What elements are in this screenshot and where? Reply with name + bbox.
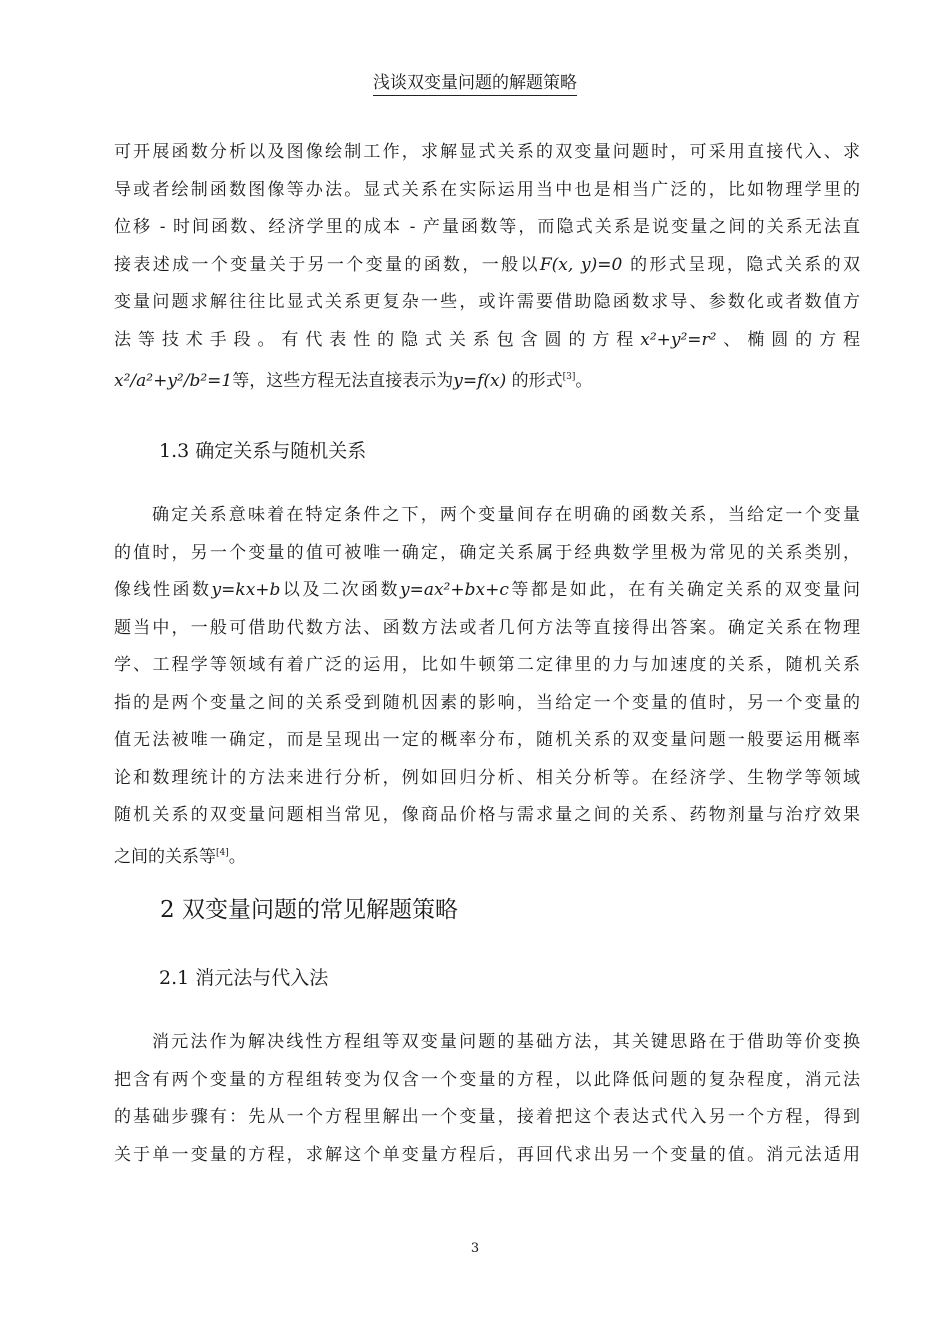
- text-line: [114, 359, 860, 401]
- text-line: [114, 322, 860, 360]
- text-line: 导或者绘制函数图像等办法。显式关系在实际运用当中也是相当广泛的，比如物理学里的: [114, 179, 860, 200]
- section-heading-2: 2 双变量问题的常见解题策略: [160, 897, 458, 923]
- paragraph-deterministic-random: [114, 497, 860, 876]
- formula-explicit: y=f(x): [453, 371, 507, 391]
- formula-ellipse: x²/a²+y²/b²=1: [114, 371, 233, 391]
- text-line: 关于单一变量的方程，求解这个单变量方程后，再回代求出另一个变量的值。消元法适用: [114, 1144, 860, 1165]
- text-span: 。: [228, 846, 246, 867]
- text-line: 把含有两个变量的方程组转变为仅含一个变量的方程，以此降低问题的复杂程度，消元法: [114, 1069, 860, 1090]
- text-span: 、椭圆的方程: [716, 329, 861, 350]
- formula-linear: y=kx+b: [211, 580, 281, 600]
- paragraph-explicit-implicit: [114, 134, 860, 401]
- text-line: [114, 247, 860, 285]
- text-span: 的形式: [506, 371, 563, 391]
- citation-ref: [4]: [216, 847, 229, 858]
- text-line: 的基础步骤有：先从一个方程里解出一个变量，接着把这个表达式代入另一个方程，得到: [114, 1107, 860, 1127]
- text-line: 题当中，一般可借助代数方法、函数方法或者几何方法等直接得出答案。确定关系在物理: [114, 617, 860, 638]
- text-line: 学、工程学等领域有着广泛的运用，比如牛顿第二定律里的力与加速度的关系，随机关系: [114, 655, 860, 675]
- text-span: 。: [575, 371, 593, 391]
- section-heading-1-3: 1.3 确定关系与随机关系: [159, 440, 367, 462]
- text-line: 随机关系的双变量问题相当常见，像商品价格与需求量之间的关系、药物剂量与治疗效果: [114, 805, 860, 825]
- text-span: 以及二次函数: [280, 580, 400, 600]
- paragraph-elimination: [114, 1024, 860, 1174]
- citation-ref: [3]: [562, 372, 576, 382]
- formula-implicit: F(x, y)=0: [539, 254, 623, 275]
- page-number: 3: [470, 1241, 480, 1256]
- text-line: 指的是两个变量之间的关系受到随机因素的影响，当给定一个变量的值时，另一个变量的: [114, 692, 860, 713]
- text-line: 变量问题求解往往比显式关系更复杂一些，或许需要借助隐函数求导、参数化或者数值方: [114, 292, 860, 312]
- text-line: 的值时，另一个变量的值可被唯一确定，确定关系属于经典数学里极为常见的关系类别，: [114, 542, 860, 563]
- formula-circle: x²+y²=r²: [640, 329, 717, 350]
- text-line: 确定关系意味着在特定条件之下，两个变量间存在明确的函数关系，当给定一个变量: [152, 505, 860, 525]
- text-span: 等，这些方程无法直接表示为: [232, 371, 454, 391]
- text-line: 位移 - 时间函数、经济学里的成本 - 产量函数等，而隐式关系是说变量之间的关系无法直: [114, 217, 860, 237]
- text-line: 值无法被唯一确定，而是呈现出一定的概率分布，随机关系的双变量问题一般要运用概率: [114, 730, 860, 750]
- text-line: 可开展函数分析以及图像绘制工作，求解显式关系的双变量问题时，可采用直接代入、求: [114, 142, 860, 162]
- text-span: 接表述成一个变量关于另一个变量的函数，一般以: [114, 254, 540, 275]
- text-span: 之间的关系等: [114, 846, 216, 867]
- text-line: 论和数理统计的方法来进行分析，例如回归分析、相关分析等。在经济学、生物学等领域: [114, 767, 860, 788]
- text-line: 消元法作为解决线性方程组等双变量问题的基础方法，其关键思路在于借助等价变换: [152, 1032, 860, 1052]
- running-header: [0, 68, 950, 93]
- header-title: 浅谈双变量问题的解题策略: [373, 73, 577, 96]
- text-line: [114, 835, 860, 877]
- section-heading-2-1: 2.1 消元法与代入法: [159, 967, 329, 989]
- formula-quadratic: y=ax²+bx+c: [399, 580, 509, 600]
- text-span: 的形式呈现，隐式关系的双: [622, 254, 861, 275]
- text-span: 像线性函数: [114, 580, 212, 600]
- text-line: [114, 572, 860, 610]
- text-span: 等都是如此，在有关确定关系的双变量问: [508, 580, 861, 600]
- text-span: 法等技术手段。有代表性的隐式关系包含圆的方程: [114, 329, 641, 350]
